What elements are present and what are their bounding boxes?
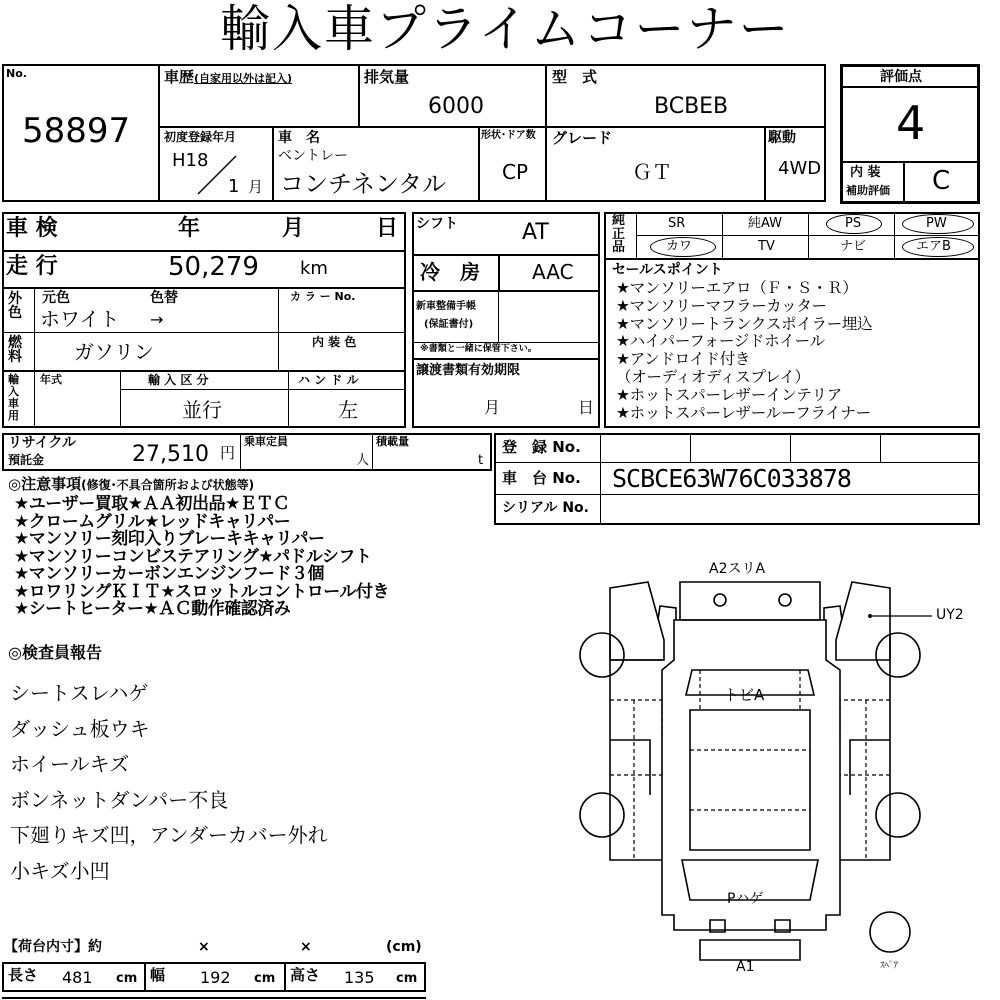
recycle-value: 27,510 xyxy=(132,442,209,467)
body-type-value: CP xyxy=(502,160,529,184)
inspector-item: 下廻りキズ凹，アンダーカバー外れ xyxy=(10,823,328,847)
import-type-label: 輸 入 区 分 xyxy=(148,373,209,387)
transfer-month: 月 xyxy=(484,398,501,417)
sales-points-label: セールスポイント xyxy=(612,262,723,278)
remark-item: ★クロームグリル★レッドキャリパー xyxy=(14,511,291,532)
first-reg-year: H18 xyxy=(172,150,209,171)
cargo-x1: × xyxy=(198,939,210,955)
interior-score-label-2: 補助評価 xyxy=(846,184,890,197)
color-original-label: 元色 xyxy=(42,290,70,306)
inspector-item: ダッシュ板ウキ xyxy=(10,716,150,741)
diagram-label-spare: ｽﾍﾟｱ xyxy=(880,961,899,971)
interior-score-value: C xyxy=(932,166,951,196)
maintenance-note: ※書類と一緒に保管下さい。 xyxy=(420,344,537,354)
model-code-label: 型 式 xyxy=(552,68,598,86)
car-model: コンチネンタル xyxy=(280,170,447,198)
inspection-label: 車 検 xyxy=(6,216,58,241)
interior-score-label-1: 内 装 xyxy=(850,165,881,180)
shift-label: シフト xyxy=(416,216,458,232)
capacity-unit: 人 xyxy=(356,453,370,468)
sales-points-list xyxy=(616,280,872,422)
handle-value: 左 xyxy=(338,398,358,422)
options-label: 純正品 xyxy=(612,213,626,256)
first-reg-month-unit: 月 xyxy=(248,178,264,196)
serial-label: シリアル No. xyxy=(502,500,589,516)
model-code-value: BCBEB xyxy=(654,94,729,119)
chassis-value: SCBCE63W76C033878 xyxy=(612,464,851,493)
sales-point-item: （オーディオディスプレイ） xyxy=(616,367,810,386)
grade-value: ＧＴ xyxy=(632,160,672,184)
option-ps: PS xyxy=(845,216,862,231)
sales-point-item: ★マンソリートランクスポイラー埋込 xyxy=(616,314,873,333)
ac-value: AAC xyxy=(532,260,574,284)
inspection-day: 日 xyxy=(376,216,399,241)
option-navi: ナビ xyxy=(840,239,867,254)
interior-color-label: 内 装 色 xyxy=(312,335,357,349)
inspection-year: 年 xyxy=(178,216,201,241)
diagram-label-roof: トビA xyxy=(724,686,765,704)
diagram-label-trunk: Pハゲ xyxy=(727,891,764,907)
import-label: 輸入車用 xyxy=(8,373,19,423)
option-sr: SR xyxy=(668,216,686,231)
drive-value: 4WD xyxy=(778,158,822,179)
sales-point-item: ★マンソリーマフラーカッター xyxy=(616,296,827,315)
displacement-label: 排気量 xyxy=(364,68,410,86)
cargo-length: 481 xyxy=(62,968,93,987)
inspection-month: 月 xyxy=(282,216,305,241)
option-airbag: エアB xyxy=(916,239,951,254)
history-label: 車歴(自家用以外は記入) xyxy=(164,68,293,86)
cargo-height: 135 xyxy=(344,968,375,987)
drive-label: 駆動 xyxy=(768,130,796,146)
sheet-title: 輸入車プライムコーナー xyxy=(220,0,791,58)
fuel-value: ガソリン xyxy=(74,340,154,364)
inspector-item: ボンネットダンパー不良 xyxy=(10,787,229,812)
remark-item: ★マンソリー刻印入りブレーキキャリパー xyxy=(14,529,325,549)
cargo-width: 192 xyxy=(200,968,231,987)
import-type-value: 並行 xyxy=(182,398,222,422)
registration-label: 登 録 No. xyxy=(502,438,581,456)
import-year-label: 年式 xyxy=(40,373,62,386)
diagram-label-front: A2スリA xyxy=(709,561,766,577)
option-leather: カワ xyxy=(666,239,693,254)
remark-item: ★ユーザー買取★ＡＡ初出品★ＥＴＣ xyxy=(14,494,290,514)
car-damage-diagram xyxy=(570,560,990,980)
inspector-item: ホイールキズ xyxy=(10,752,130,776)
color-outer-label: 外色 xyxy=(8,291,22,321)
maintenance-label-1: 新車整備手帳 xyxy=(416,301,476,312)
lot-label: No. xyxy=(6,67,27,80)
cargo-x2: × xyxy=(300,939,312,955)
chassis-label: 車 台 No. xyxy=(502,469,581,487)
load-label: 積載量 xyxy=(376,435,409,448)
recycle-unit: 円 xyxy=(220,444,236,462)
inspector-list xyxy=(10,676,328,889)
cargo-length-cm: cm xyxy=(116,971,138,986)
sales-point-item: ★ホットスパーレザーインテリア xyxy=(616,385,842,404)
first-reg-month: 1 xyxy=(228,176,240,197)
cargo-width-label: 幅 xyxy=(150,966,166,984)
score-label: 評価点 xyxy=(880,69,922,85)
body-type-label: 形状･ドア数 xyxy=(481,130,536,141)
sales-point-item: ★ホットスパーレザールーフライナー xyxy=(616,403,871,422)
cargo-height-cm: cm xyxy=(396,971,418,986)
remark-item: ★ロワリングＫＩＴ★スロットルコントロール付き xyxy=(14,581,389,602)
transfer-day: 日 xyxy=(578,398,595,417)
first-reg-label: 初度登録年月 xyxy=(164,130,237,144)
mileage-label: 走 行 xyxy=(6,254,58,279)
diagram-label-rear: A1 xyxy=(736,959,755,975)
color-original-value: ホワイト xyxy=(40,307,120,331)
remarks-list xyxy=(14,496,389,619)
maintenance-label-2: (保証書付) xyxy=(424,319,474,330)
mileage-value: 50,279 xyxy=(168,252,259,282)
recycle-label-2: 預託金 xyxy=(8,453,45,467)
fuel-label: 燃料 xyxy=(8,335,22,365)
remarks-label: ◎注意事項(修復･不具合箇所および状態等) xyxy=(8,475,255,493)
mileage-unit: km xyxy=(300,258,328,279)
cargo-height-label: 高さ xyxy=(290,966,321,984)
color-change-label: 色替 xyxy=(150,290,178,306)
capacity-label: 乗車定員 xyxy=(244,435,288,448)
cargo-label: 【荷台内寸】約 xyxy=(4,939,102,955)
recycle-label-1: リサイクル xyxy=(8,435,77,451)
inspector-item: 小キズ小凹 xyxy=(10,858,110,883)
color-no-label: カ ラ ー No. xyxy=(290,290,356,303)
sales-point-item: ★マンソリーエアロ（Ｆ・Ｓ・Ｒ） xyxy=(616,279,858,297)
score-value: 4 xyxy=(896,96,926,150)
car-maker: ベントレー xyxy=(278,148,348,164)
sales-point-item: ★アンドロイド付き xyxy=(616,350,751,369)
option-tv: TV xyxy=(758,239,775,254)
grade-label: グレード xyxy=(552,129,613,147)
color-arrow: → xyxy=(150,310,164,329)
cargo-width-cm: cm xyxy=(254,971,276,986)
option-pw: PW xyxy=(926,216,947,231)
displacement-value: 6000 xyxy=(428,94,484,119)
remark-item: ★マンソリーカーボンエンジンフード３個 xyxy=(14,564,325,584)
remark-item: ★マンソリーコンビステアリング★パドルシフト xyxy=(14,546,372,567)
sales-point-item: ★ハイパーフォージドホイール xyxy=(616,332,825,351)
inspector-item: シートスレハゲ xyxy=(10,681,149,705)
transfer-docs-label: 譲渡書類有効期限 xyxy=(416,363,521,378)
lot-number: 58897 xyxy=(22,111,131,151)
option-alloy-wheel: 純AW xyxy=(748,216,783,231)
load-unit: t xyxy=(478,453,484,468)
car-name-label: 車 名 xyxy=(278,130,320,146)
inspector-label: ◎検査員報告 xyxy=(8,643,102,662)
cargo-unit: (cm) xyxy=(386,939,422,955)
remark-item: ★シートヒーター★ＡＣ動作確認済み xyxy=(14,599,291,619)
handle-label: ハ ン ド ル xyxy=(298,373,359,387)
diagram-label-door: UY2 xyxy=(936,607,964,623)
ac-label: 冷 房 xyxy=(420,260,480,284)
cargo-length-label: 長さ xyxy=(8,966,39,984)
shift-value: AT xyxy=(522,220,549,245)
